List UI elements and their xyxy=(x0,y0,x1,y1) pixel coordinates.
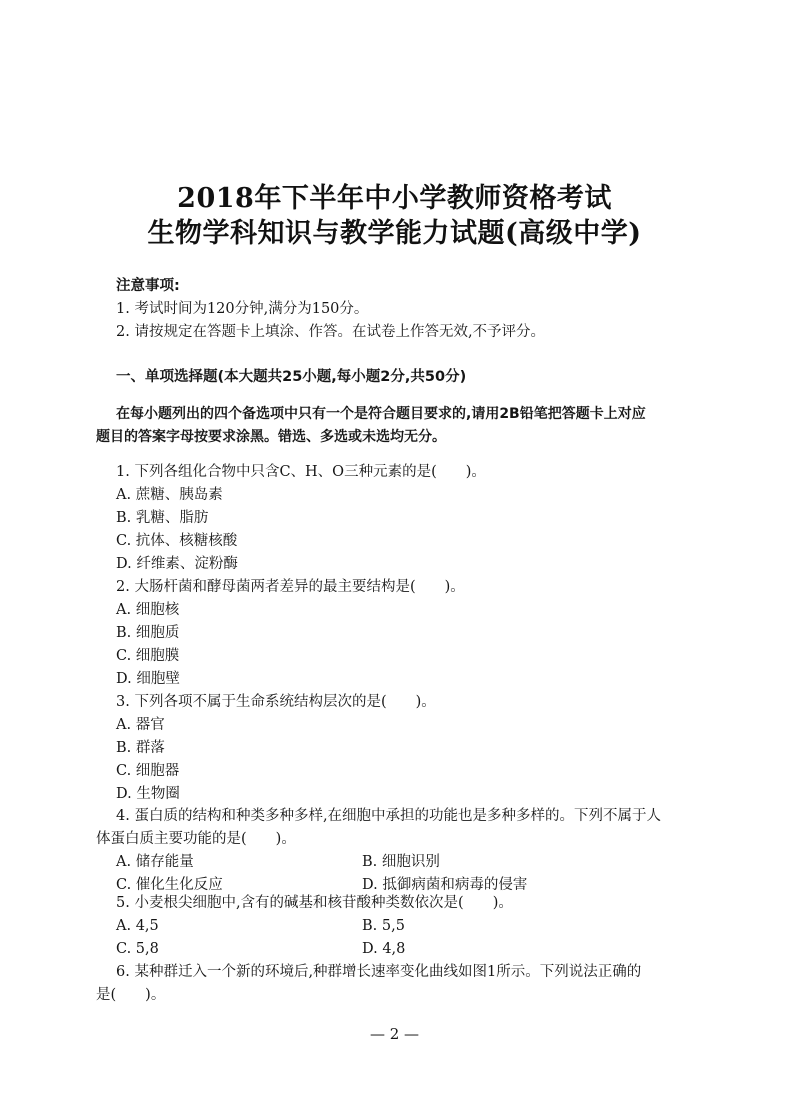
question-stem: 1. 下列各组化合物中只含C、H、O三种元素的是( )。 xyxy=(116,464,486,480)
option-b: B. 乳糖、脂肪 xyxy=(116,510,209,526)
question-stem: 4. 蛋白质的结构和种类多种多样,在细胞中承担的功能也是多种多样的。下列不属于人 xyxy=(116,808,662,824)
option-d: D. 4,8 xyxy=(362,941,406,957)
option-a: A. 蔗糖、胰岛素 xyxy=(116,487,223,503)
title-line-2: 生物学科知识与教学能力试题(高级中学) xyxy=(147,218,642,249)
question-stem: 5. 小麦根尖细胞中,含有的碱基和核苷酸种类数依次是( )。 xyxy=(116,895,513,911)
question-stem: 2. 大肠杆菌和酵母菌两者差异的最主要结构是( )。 xyxy=(116,579,465,595)
question-stem-continued: 是( )。 xyxy=(96,987,166,1003)
option-a: A. 细胞核 xyxy=(116,602,180,618)
option-d: D. 细胞壁 xyxy=(116,671,180,687)
page-number: — 2 — xyxy=(369,1025,420,1043)
section-instruction: 题目的答案字母按要求涂黑。错选、多选或未选均无分。 xyxy=(96,429,446,445)
title-line-1: 2018年下半年中小学教师资格考试 xyxy=(177,183,612,214)
option-d: D. 抵御病菌和病毒的侵害 xyxy=(362,877,528,893)
option-c: C. 细胞器 xyxy=(116,763,180,779)
option-b: B. 群落 xyxy=(116,740,165,756)
option-b: B. 细胞质 xyxy=(116,625,180,641)
option-c: C. 5,8 xyxy=(116,941,159,957)
notice-heading: 注意事项: xyxy=(116,278,180,294)
notice-item: 2. 请按规定在答题卡上填涂、作答。在试卷上作答无效,不予评分。 xyxy=(116,324,546,340)
option-a: A. 储存能量 xyxy=(116,854,194,870)
option-c: C. 抗体、核糖核酸 xyxy=(116,533,238,549)
option-b: B. 细胞识别 xyxy=(362,854,440,870)
question-stem: 3. 下列各项不属于生命系统结构层次的是( )。 xyxy=(116,694,436,710)
question-stem: 6. 某种群迁入一个新的环境后,种群增长速率变化曲线如图1所示。下列说法正确的 xyxy=(116,964,642,980)
section-heading: 一、单项选择题(本大题共25小题,每小题2分,共50分) xyxy=(116,369,467,385)
option-a: A. 器官 xyxy=(116,717,165,733)
question-stem-continued: 体蛋白质主要功能的是( )。 xyxy=(96,831,296,847)
option-a: A. 4,5 xyxy=(116,918,159,934)
section-instruction: 在每小题列出的四个备选项中只有一个是符合题目要求的,请用2B铅笔把答题卡上对应 xyxy=(116,406,646,422)
option-d: D. 纤维素、淀粉酶 xyxy=(116,556,238,572)
option-d: D. 生物圈 xyxy=(116,786,180,802)
option-c: C. 细胞膜 xyxy=(116,648,180,664)
notice-item: 1. 考试时间为120分钟,满分为150分。 xyxy=(116,301,369,317)
option-c: C. 催化生化反应 xyxy=(116,877,223,893)
option-b: B. 5,5 xyxy=(362,918,405,934)
